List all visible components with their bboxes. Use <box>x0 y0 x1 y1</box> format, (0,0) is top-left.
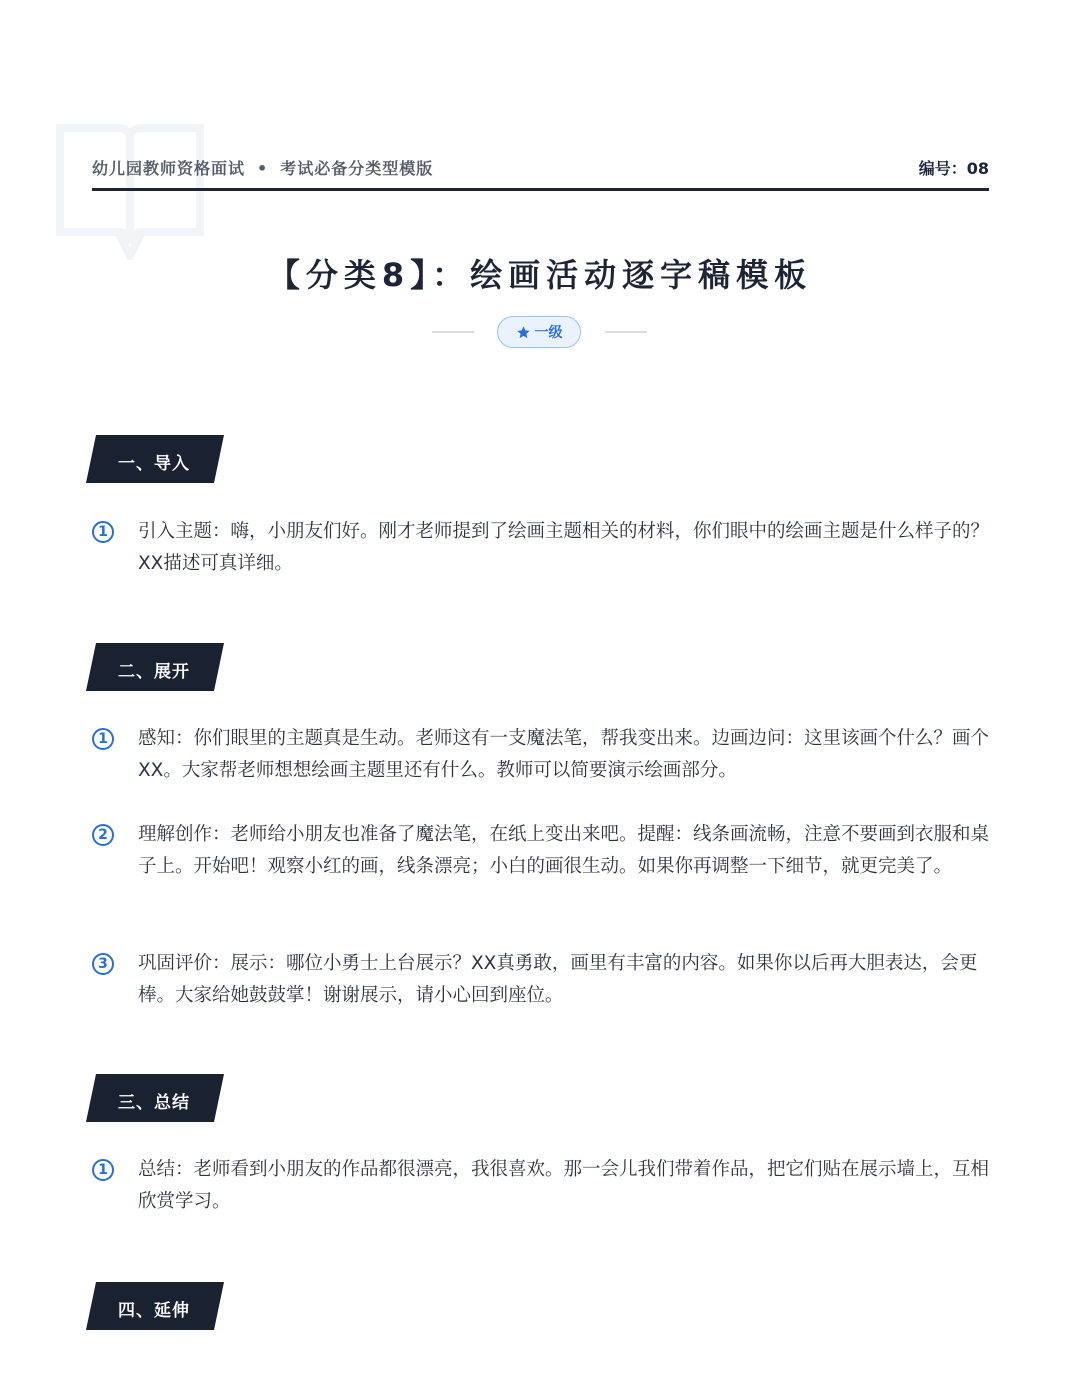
book-watermark-icon <box>56 124 204 260</box>
number-circle-icon: 1 <box>92 1159 114 1181</box>
header-title: 幼儿园教师资格面试 <box>92 159 246 178</box>
header-left <box>92 156 433 179</box>
page-header <box>92 150 989 191</box>
badge-divider-right <box>605 331 647 333</box>
page-title: 【分类8】：绘画活动逐字稿模板 <box>267 256 813 294</box>
section-header-develop <box>86 643 226 693</box>
section-header-summary <box>86 1074 226 1124</box>
section-label: 一、导入 <box>118 454 190 474</box>
number-circle-icon: 1 <box>92 521 114 543</box>
item-text: 总结：老师看到小朋友的作品都很漂亮，我很喜欢。那一会儿我们带着作品，把它们贴在展示墙上，互相欣赏学习。 <box>138 1159 990 1212</box>
item-text: 理解创作：老师给小朋友也准备了魔法笔，在纸上变出来吧。提醒：线条画流畅，注意不要画到衣服和桌子上。开始吧！观察小红的画，线条漂亮；小白的画很生动。如果你再调整一下细节，就更完美了。 <box>138 824 990 877</box>
section-label: 三、总结 <box>118 1093 190 1113</box>
header-subtitle: 考试必备分类型模版 <box>280 159 434 178</box>
number-circle-icon: 2 <box>92 824 114 846</box>
level-badge <box>497 316 581 348</box>
header-separator: • <box>257 159 269 178</box>
section-label: 四、延伸 <box>118 1301 190 1321</box>
number-circle-icon: 3 <box>92 953 114 975</box>
document-code: 编号：08 <box>918 159 989 178</box>
level-badge-label: 一级 <box>534 325 563 341</box>
section-header-intro <box>86 435 226 485</box>
section-header-extension <box>86 1282 226 1332</box>
item-text: 感知：你们眼里的主题真是生动。老师这有一支魔法笔，帮我变出来。边画边问：这里该画个什么？画个XX。大家帮老师想想绘画主题里还有什么。教师可以简要演示绘画部分。 <box>138 728 990 781</box>
item-text: 巩固评价：展示：哪位小勇士上台展示？XX真勇敢，画里有丰富的内容。如果你以后再大胆表达，会更棒。大家给她鼓鼓掌！谢谢展示，请小心回到座位。 <box>138 953 978 1006</box>
number-circle-icon: 1 <box>92 728 114 750</box>
item-text: 引入主题：嗨，小朋友们好。刚才老师提到了绘画主题相关的材料，你们眼中的绘画主题是什么样子的？XX描述可真详细。 <box>138 521 990 574</box>
star-icon <box>516 325 531 340</box>
section-label: 二、展开 <box>118 662 190 682</box>
badge-divider-left <box>432 331 474 333</box>
